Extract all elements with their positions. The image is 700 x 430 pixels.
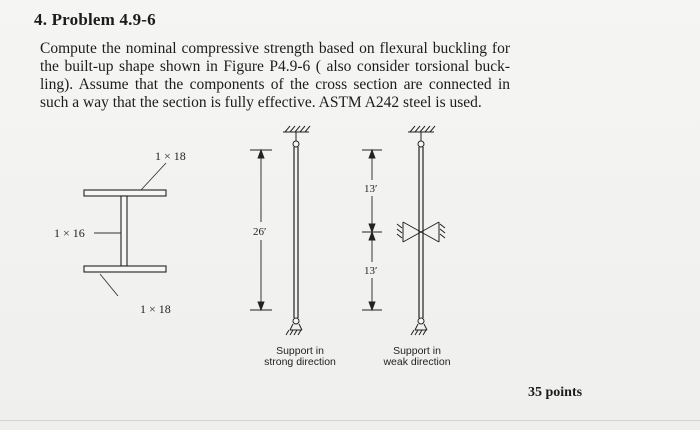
strong-top-support-icon — [283, 126, 310, 147]
weak-lower-label: 13′ — [364, 265, 378, 277]
divider — [0, 420, 700, 421]
web — [121, 196, 127, 266]
bottom-flange — [84, 266, 166, 272]
strong-direction-caption — [255, 346, 345, 368]
weak-caption-line2: weak direction — [383, 356, 451, 368]
weak-caption-line1: Support in — [393, 345, 441, 357]
problem-statement: Compute the nominal compressive strength based on flexural buckling for the built-up shape shown in Figure P4.9-6 ( also consider torsional buck- ling). Assume that the components of the cross section are connected in such a way that the section is fully effective. ASTM A242 steel is used. — [40, 40, 510, 111]
problem-heading: 4. Problem 4.9-6 — [34, 10, 156, 29]
strong-height-label: 26′ — [253, 226, 267, 238]
top-flange-label: 1 × 18 — [155, 149, 186, 163]
top-flange — [84, 190, 166, 196]
weak-upper-label: 13′ — [364, 183, 378, 195]
weak-dimension — [362, 150, 382, 310]
strong-bottom-support-icon — [286, 318, 302, 335]
weak-top-support-icon — [408, 126, 435, 147]
weak-direction-column — [362, 126, 445, 335]
points-value: 35 points — [528, 385, 583, 400]
cross-section — [84, 190, 166, 272]
web-label: 1 × 16 — [54, 226, 85, 240]
bottom-flange-leader — [100, 274, 118, 296]
weak-direction-caption — [372, 346, 462, 368]
bottom-flange-label: 1 × 18 — [140, 302, 171, 316]
top-flange-leader — [141, 163, 166, 190]
strong-caption-line2: strong direction — [264, 356, 336, 368]
weak-bottom-support-icon — [411, 318, 427, 335]
weak-mid-brace-icon — [397, 222, 445, 242]
strong-caption-line1: Support in — [276, 345, 324, 357]
